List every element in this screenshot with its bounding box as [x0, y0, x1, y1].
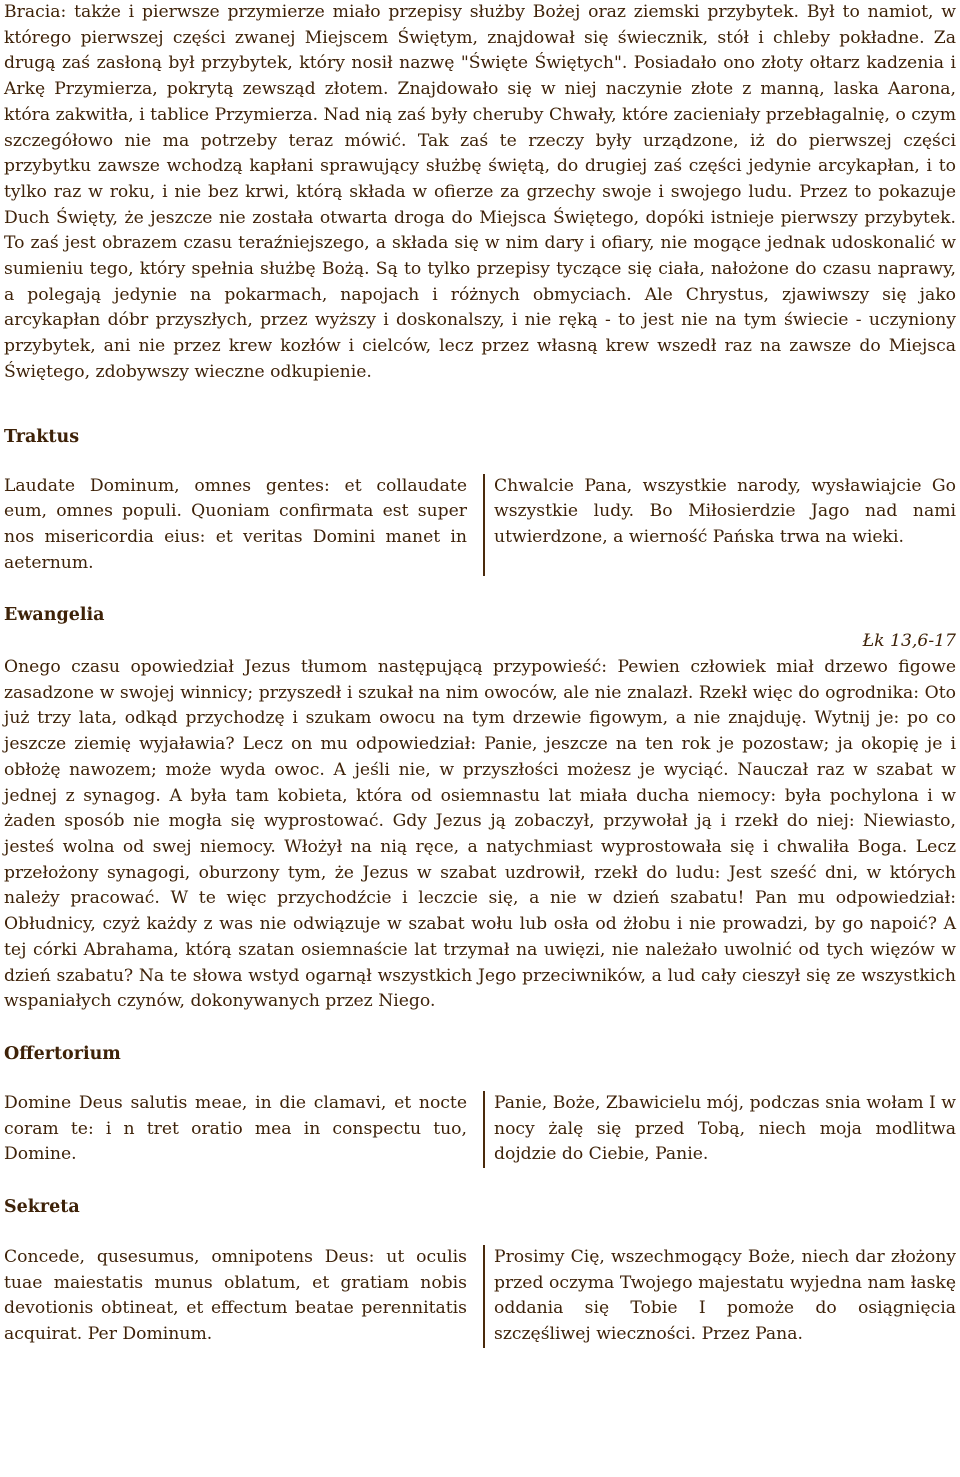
sekreta-columns: [4, 1245, 956, 1348]
traktus-polish: Chwalcie Pana, wszystkie narody, wysławiajcie Go wszystkie ludy. Bo Miłosierdzie Jago nad nami utwierdzone, a wierność Pańska trwa na wieki.: [483, 474, 956, 577]
traktus-columns: [4, 474, 956, 577]
offertorium-latin: Domine Deus salutis meae, in die clamavi, et nocte coram te: i n tret oratio mea in conspectu tuo, Domine.: [4, 1092, 467, 1165]
ewangelia-text: Onego czasu opowiedział Jezus tłumom następującą przypowieść: Pewien człowiek miał drzewo figowe zasadzone w swojej winnicy; przyszedł i szukał na nim owoców, ale nie znalazł. Rzekł więc do ogrodnika: Oto już trzy lata, odkąd przychodzę i szukam owocu na tym drzewie figowym, a nie znajduję. Wytnij je: po co jeszcze ziemię wyjaławia? Lecz on mu odpowiedział: Panie, jeszcze na ten rok je pozostaw; ja okopię je i obłożę nawozem; może wyda owoc. A jeśli nie, w przyszłości możesz je wyciąć. Nauczał raz w szabat w jednej z synagog. A była tam kobieta, która od osiemnastu lat miała ducha niemocy: była pochylona i w żaden sposób nie mogła się wyprostować. Gdy Jezus ją zobaczył, przywołał ją i rzekł do niej: Niewiasto, jesteś wolna od swej niemocy. Włożył na nią ręce, a natychmiast wyprostowała się i chwaliła Boga. Lecz przełożony synagogi, oburzony tym, że Jezus w szabat uzdrowił, rzekł do ludu: Jest sześć dni, w których należy pracować. W te więc przychodźcie i leczcie się, a nie w dzień szabatu! Pan mu odpowiedział: Obłudnicy, czyż każdy z was nie odwiązuje w szabat wołu lub osła od żłobu i nie prowadzi, by go napoić? A tej córki Abrahama, którą szatan osiemnaście lat trzymał na uwięzi, nie należało uwolnić od tych więzów w dzień szabatu? Na te słowa wstyd ogarnął wszystkich Jego przeciwników, a lud cały cieszył się ze wszystkich wspaniałych czynów, dokonywanych przez Niego.: [4, 657, 956, 1012]
offertorium-heading: Offertorium: [4, 1043, 121, 1064]
ewangelia-heading: Ewangelia: [4, 605, 105, 626]
epistle-text: Bracia: także i pierwsze przymierze miało przepisy służby Bożej oraz ziemski przybytek. Był to namiot, w którego pierwszej części zwanej Miejscem Świętym, znajdował się świecznik, stół i chleby pokładne. Za drugą zaś zasłoną był przybytek, który nosił nazwę "Święte Świętych". Posiadało ono złoty ołtarz kadzenia i Arkę Przymierza, pokrytą zewsząd złotem. Znajdowało się w niej naczynie złote z manną, laska Aarona, która zakwitła, i tablice Przymierza. Nad nią zaś były cheruby Chwały, które zacieniały przebłagalnię, o czym szczegółowo nie ma potrzeby teraz mówić. Tak zaś te rzeczy były urządzone, iż do pierwszej części przybytku zawsze wchodzą kapłani sprawujący służbę świętą, do drugiej zaś części jedynie arcykapłan, i to tylko raz w roku, i nie bez krwi, którą składa w ofierze za grzechy swoje i swojego ludu. Przez to pokazuje Duch Święty, że jeszcze nie została otwarta droga do Miejsca Świętego, dopóki istnieje pierwszy przybytek. To zaś jest obrazem czasu teraźniejszego, a składa się w nim dary i ofiary, nie mogące jednak udoskonalić w sumieniu tego, który spełnia służbę Bożą. Są to tylko przepisy tyczące się ciała, nałożone do czasu naprawy, a polegają jedynie na pokarmach, napojach i różnych obmyciach. Ale Chrystus, zjawiwszy się jako arcykapłan dóbr przyszłych, przez wyższy i doskonalszy, i nie ręką - to jest nie na tym świecie - uczyniony przybytek, ani nie przez krew kozłów i cielców, lecz przez własną krew wszedł raz na zawsze do Miejsca Świętego, zdobywszy wieczne odkupienie.: [4, 2, 956, 382]
traktus-latin: Laudate Dominum, omnes gentes: et collaudate eum, omnes populi. Quoniam confirmata est super nos misericordia eius: et veritas Domini manet in aeternum.: [4, 475, 467, 573]
traktus-heading: Traktus: [4, 426, 80, 447]
sekreta-heading: Sekreta: [4, 1197, 80, 1218]
sekreta-polish: Prosimy Cię, wszechmogący Boże, niech dar złożony przed oczyma Twojego majestatu wyjedna nam łaskę oddania się Tobie I pomoże do osiągnięcia szczęśliwej wieczności. Przez Pana.: [483, 1245, 956, 1348]
offertorium-columns: [4, 1091, 956, 1168]
offertorium-polish: Panie, Boże, Zbawicielu mój, podczas snia wołam I w nocy żalę się przed Tobą, niech moja modlitwa dojdzie do Ciebie, Panie.: [483, 1091, 956, 1168]
ewangelia-reference: Łk 13,6-17: [862, 631, 956, 652]
sekreta-latin: Concede, qusesumus, omnipotens Deus: ut oculis tuae maiestatis munus oblatum, et gratiam nobis devotionis obtineat, et effectum beatae perennitatis acquirat. Per Dominum.: [4, 1247, 467, 1345]
